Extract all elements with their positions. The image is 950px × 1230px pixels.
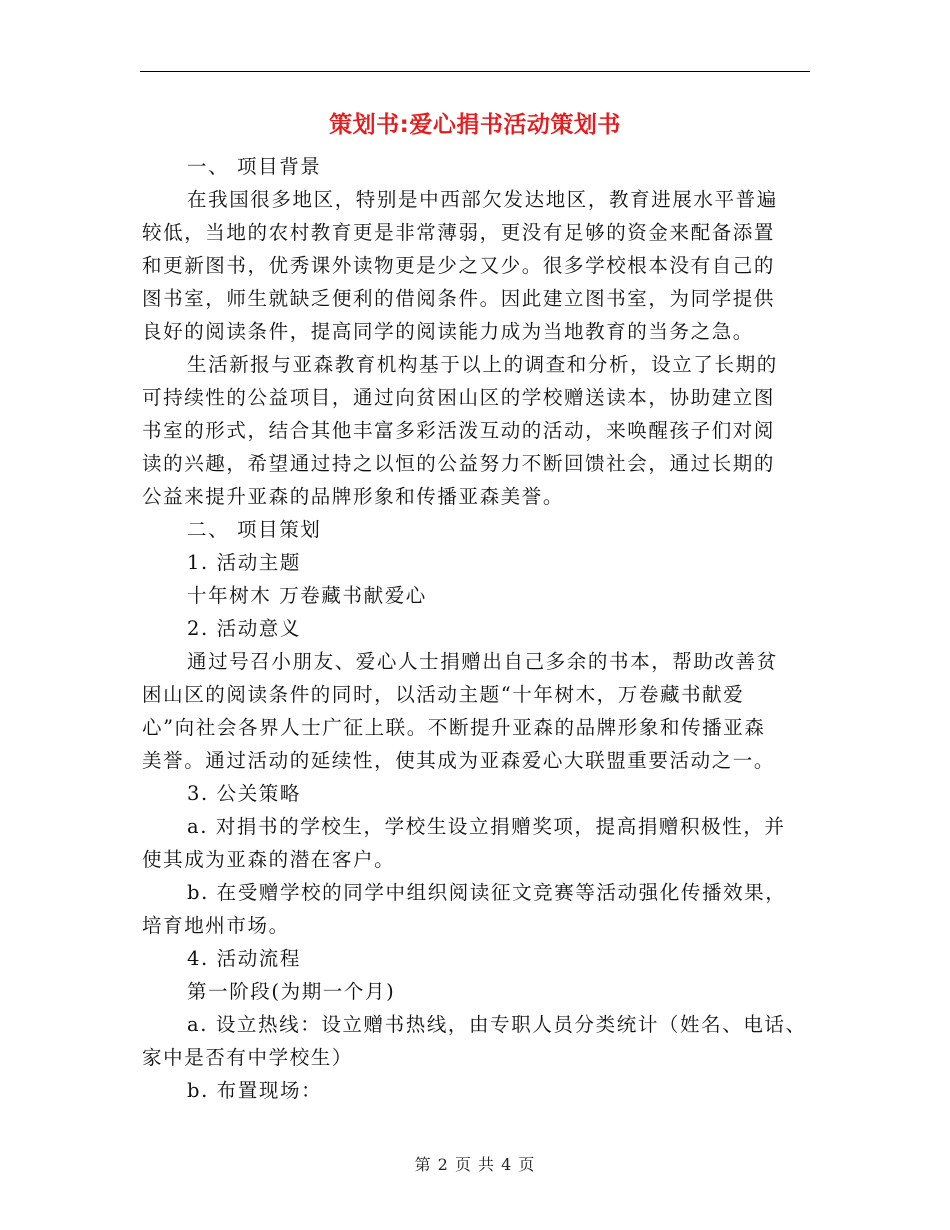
- text-line: 二、 项目策划: [187, 518, 322, 541]
- text-line: 家中是否有中学校生）: [142, 1046, 354, 1069]
- text-line: 在我国很多地区，特别是中西部欠发达地区，教育进展水平普遍: [187, 188, 778, 211]
- document-body: [142, 150, 810, 1107]
- text-line: 培育地州市场。: [142, 914, 290, 937]
- text-line: 图书室，师生就缺乏便利的借阅条件。因此建立图书室，为同学提供: [142, 287, 776, 310]
- text-line: 第一阶段(为期一个月): [187, 980, 396, 1003]
- text-line: 可持续性的公益项目，通过向贫困山区的学校赠送读本，协助建立图: [142, 386, 776, 409]
- text-line: a. 设立热线：设立赠书热线，由专职人员分类统计（姓名、电话、: [187, 1013, 807, 1036]
- text-line: 一、 项目背景: [187, 155, 322, 178]
- page-footer: 第 2 页 共 4 页: [414, 1155, 536, 1174]
- text-line: 书室的形式，结合其他丰富多彩活泼互动的活动，来唤醒孩子们对阅: [142, 419, 776, 442]
- text-line: 十年树木 万卷藏书献爱心: [187, 584, 427, 607]
- text-line: 使其成为亚森的潜在客户。: [142, 848, 396, 871]
- text-line: 心”向社会各界人士广征上联。不断提升亚森的品牌形象和传播亚森: [142, 716, 766, 739]
- text-line: 困山区的阅读条件的同时，以活动主题“十年树木，万卷藏书献爱: [142, 683, 745, 706]
- text-line: 读的兴趣，希望通过持之以恒的公益努力不断回馈社会，通过长期的: [142, 452, 776, 475]
- text-line: 和更新图书，优秀课外读物更是少之又少。很多学校根本没有自己的: [142, 254, 776, 277]
- text-line: 公益来提升亚森的品牌形象和传播亚森美誉。: [142, 485, 565, 508]
- text-line: b. 在受赠学校的同学中组织阅读征文竞赛等活动强化传播效果，: [187, 881, 787, 904]
- text-line: 美誉。通过活动的延续性，使其成为亚森爱心大联盟重要活动之一。: [142, 749, 776, 772]
- header-rule: [140, 71, 810, 72]
- text-line: a. 对捐书的学校生，学校生设立捐赠奖项，提高捐赠积极性，并: [187, 815, 786, 838]
- text-line: 较低，当地的农村教育更是非常薄弱，更没有足够的资金来配备添置: [142, 221, 776, 244]
- text-line: b. 布置现场：: [187, 1079, 323, 1102]
- text-line: 1. 活动主题: [187, 551, 302, 574]
- text-line: 2. 活动意义: [187, 617, 302, 640]
- text-line: 4. 活动流程: [187, 947, 302, 970]
- text-line: 通过号召小朋友、爱心人士捐赠出自己多余的书本，帮助改善贫: [187, 650, 778, 673]
- document-title: 策划书:爱心捐书活动策划书: [329, 112, 621, 138]
- text-line: 良好的阅读条件，提高同学的阅读能力成为当地教育的当务之急。: [142, 320, 754, 343]
- text-line: 3. 公关策略: [187, 782, 302, 805]
- text-line: 生活新报与亚森教育机构基于以上的调查和分析，设立了长期的: [187, 353, 778, 376]
